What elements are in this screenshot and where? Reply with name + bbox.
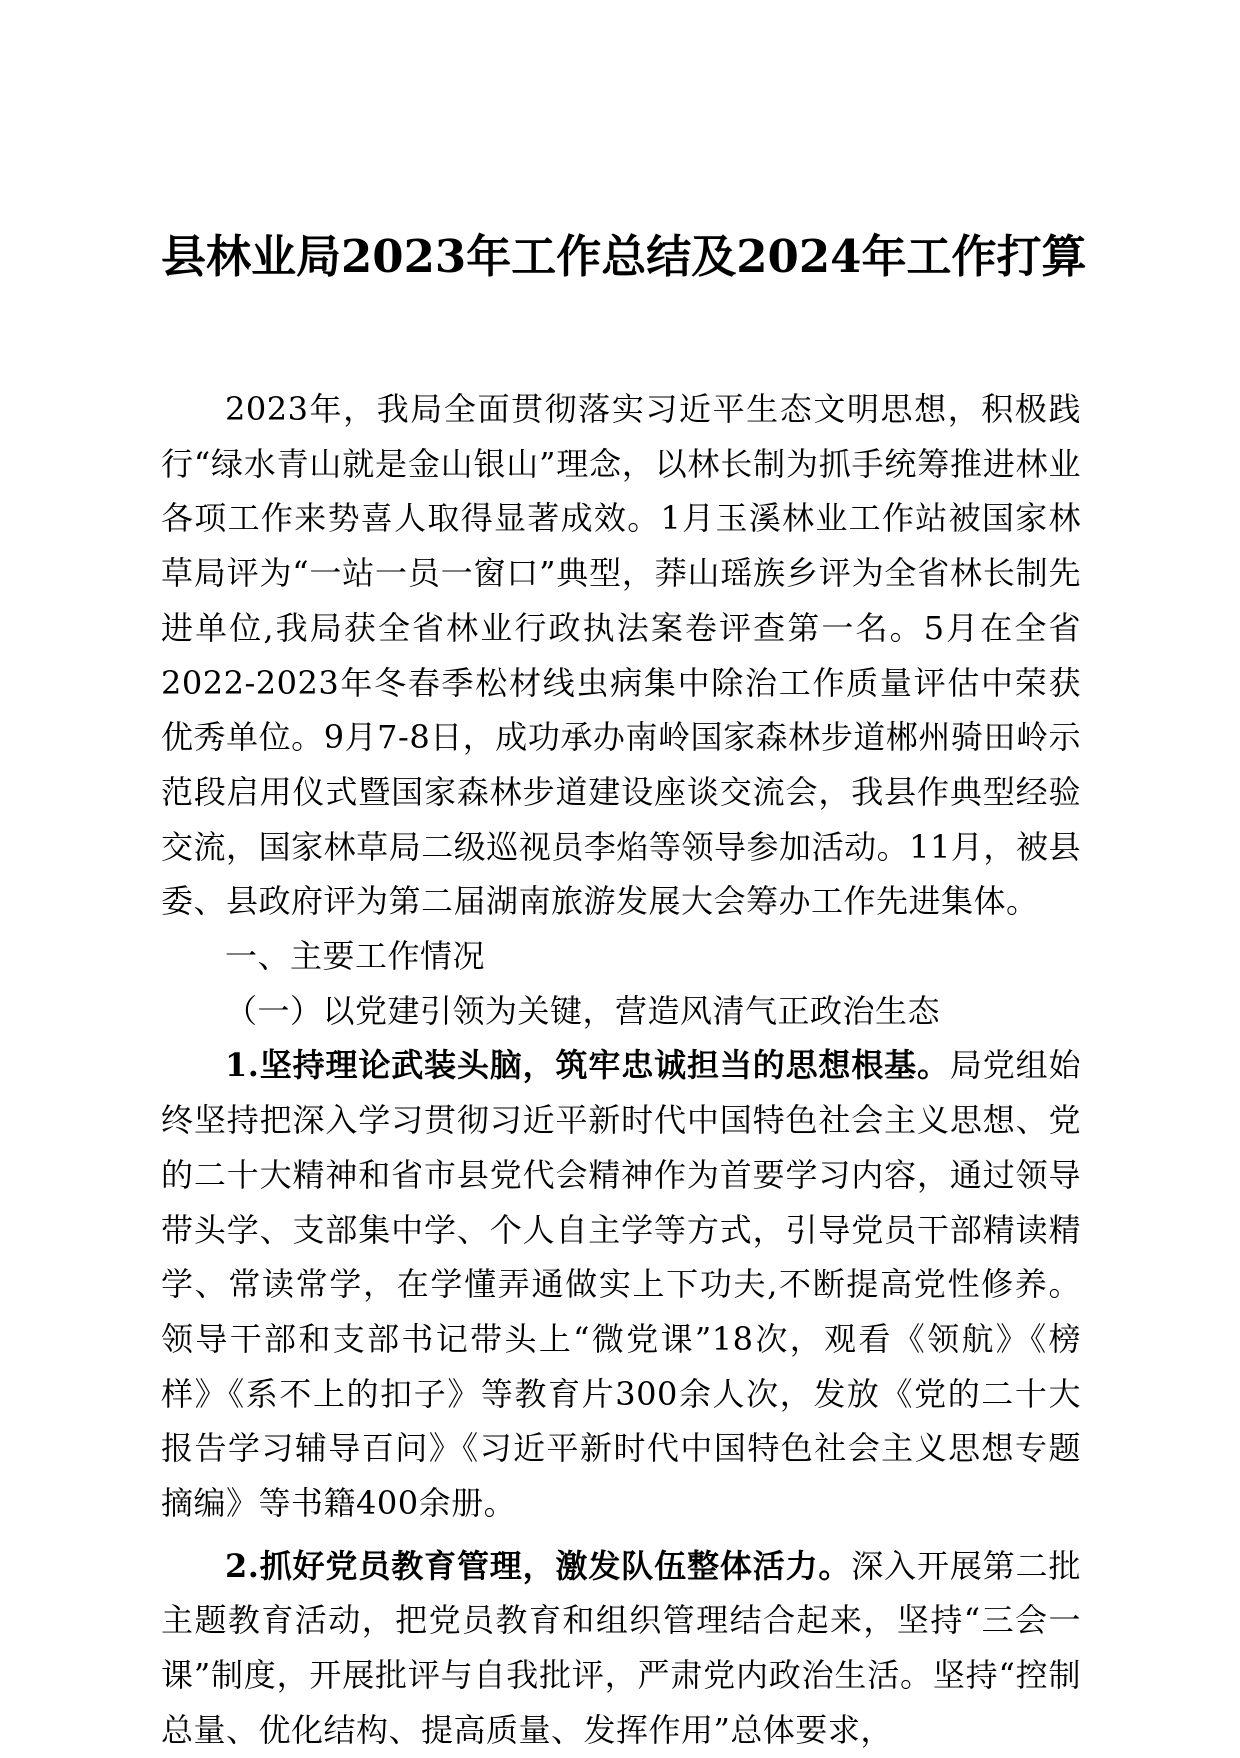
item-body-theory: 局党组始终坚持把深入学习贯彻习近平新时代中国特色社会主义思想、党的二十大精神和省市县党代会精神作为首要学习内容，通过领导带头学、支部集中学、个人自主学等方式，引导党员干部精读精学、常读常学，在学懂弄通做实上下功夫,不断提高党性修养。领导干部和支部书记带头上“微党课”18次，观看《领航》《榜样》《系不上的扣子》等教育片300余人次，发放《党的二十大报告学习辅导百问》《习近平新时代中国特色社会主义思想专题摘编》等书籍400余册。 bbox=[161, 1046, 1081, 1523]
item-body-education: 深入开展第二批主题教育活动，把党员教育和组织管理结合起来，坚持“三会一课”制度，开展批评与自我批评，严肃党内政治生活。坚持“控制总量、优化结构、提高质量、发挥作用”总体要求， bbox=[161, 1546, 1081, 1749]
item-paragraph-theory bbox=[161, 1038, 1081, 1530]
document-title: 县林业局2023年工作总结及2024年工作打算 bbox=[161, 230, 1087, 283]
intro-paragraph: 2023年，我局全面贯彻落实习近平生态文明思想，积极践行“绿水青山就是金山银山”理念，以林长制为抓手统筹推进林业各项工作来势喜人取得显著成效。1月玉溪林业工作站被国家林草局评为“一站一员一窗口”典型，莽山瑶族乡评为全省林长制先进单位,我局获全省林业行政执法案卷评查第一名。5月在全省2022-2023年冬春季松材线虫病集中除治工作质量评估中荣获优秀单位。9月7-8日，成功承办南岭国家森林步道郴州骑田岭示范段启用仪式暨国家森林步道建设座谈交流会，我县作典型经验交流，国家林草局二级巡视员李焰等领导参加活动。11月，被县委、县政府评为第二届湖南旅游发展大会筹办工作先进集体。 bbox=[161, 390, 1081, 921]
item-paragraph-education bbox=[161, 1539, 1081, 1758]
document-body bbox=[161, 382, 1081, 1758]
document-page bbox=[161, 0, 1087, 1754]
subsection-heading-party-building: （一）以党建引领为关键，营造风清气正政治生态 bbox=[225, 991, 941, 1030]
item-lead-education: 2.抓好党员教育管理，激发队伍整体活力。 bbox=[225, 1546, 852, 1585]
section-heading-main-work: 一、主要工作情况 bbox=[225, 937, 486, 976]
item-lead-theory: 1.坚持理论武装头脑，筑牢忠诚担当的思想根基。 bbox=[225, 1046, 950, 1085]
